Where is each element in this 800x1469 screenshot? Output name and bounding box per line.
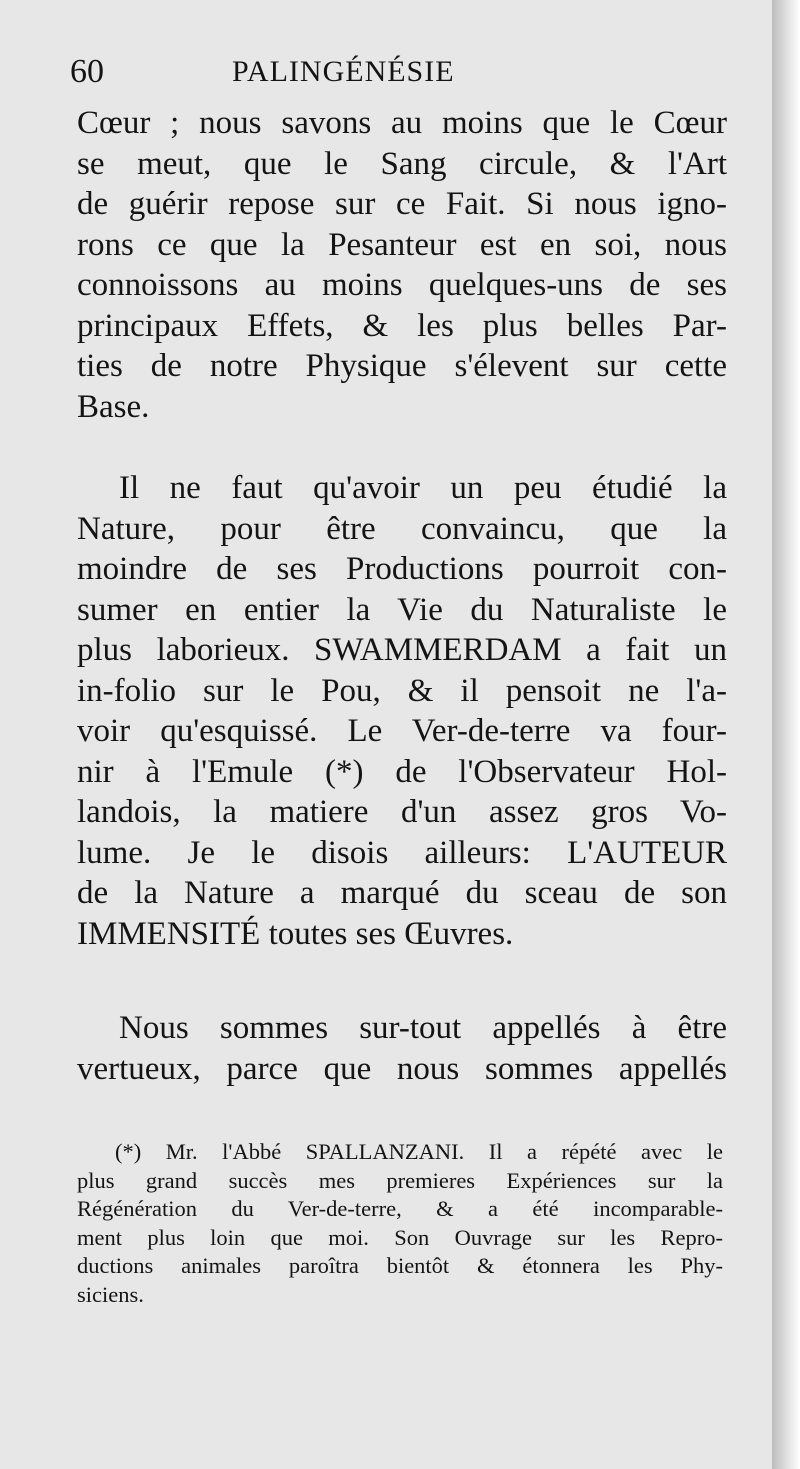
footnote-line: plus grand succès mes premieres Expériences sur la [77,1167,723,1193]
text-line: vertueux, parce que nous sommes appellés [77,1050,727,1087]
running-title: PALINGÉNÉSIE [232,55,455,88]
text-line: Nature, pour être convaincu, que la [77,510,727,547]
text-line: IMMENSITÉ toutes ses Œuvres. [77,915,514,952]
page-number: 60 [70,53,104,90]
text-line: landois, la matiere d'un assez gros Vo- [77,794,727,830]
text-line: Nous sommes sur-tout appellés à être [119,1010,727,1046]
footnote-line: ductions animales paroîtra bientôt & étonnera les Phy- [77,1253,723,1278]
paragraph-1 [77,103,727,427]
paragraph-3 [77,1008,727,1089]
text-line: principaux Effets, & les plus belles Par- [77,307,727,344]
page-edge [772,0,800,1469]
text-line: de la Nature a marqué du sceau de son [77,875,727,911]
text-line: Base. [77,388,150,425]
text-line: rons ce que la Pesanteur est en soi, nous [77,226,727,263]
footnote-line: Régénération du Ver-de-terre, & a été incomparable- [77,1196,723,1221]
footnote-line: (*) Mr. l'Abbé SPALLANZANI. Il a répété avec le [115,1139,723,1164]
text-line: se meut, que le Sang circule, & l'Art [77,145,727,182]
text-line: nir à l'Emule (*) de l'Observateur Hol- [77,753,727,790]
paragraph-2 [77,468,727,954]
text-line: in-folio sur le Pou, & il pensoit ne l'a- [77,672,727,709]
text-line: Il ne faut qu'avoir un peu étudié la [119,470,727,506]
footnote [77,1138,723,1309]
text-line: Cœur ; nous savons au moins que le Cœur [77,105,727,141]
text-line: ties de notre Physique s'élevent sur cette [77,348,727,384]
text-line: de guérir repose sur ce Fait. Si nous igno- [77,186,727,222]
text-line: connoissons au moins quelques-uns de ses [77,267,727,303]
text-line: lume. Je le disois ailleurs: L'AUTEUR [77,834,727,871]
footnote-line: siciens. [77,1281,144,1307]
footnote-line: ment plus loin que moi. Son Ouvrage sur les Repro- [77,1224,723,1250]
text-line: voir qu'esquissé. Le Ver-de-terre va four- [77,713,727,749]
text-line: sumer en entier la Vie du Naturaliste le [77,591,727,628]
running-head [70,50,730,96]
text-line: plus laborieux. SWAMMERDAM a fait un [77,632,727,668]
text-line: moindre de ses Productions pourroit con- [77,551,727,587]
